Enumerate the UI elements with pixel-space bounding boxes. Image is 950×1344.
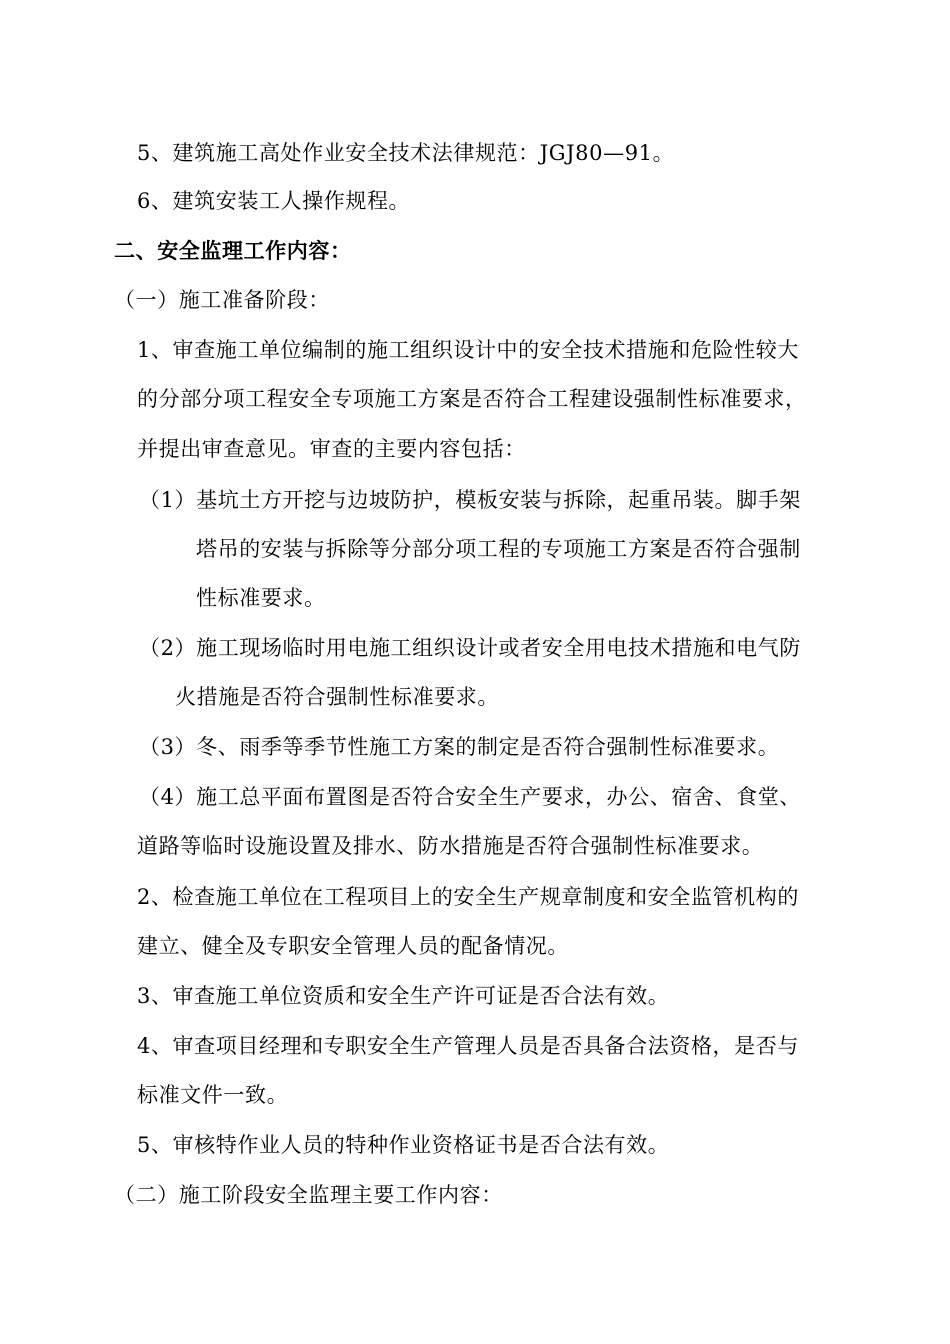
paragraph-line: 2、检查施工单位在工程项目上的安全生产规章制度和安全监管机构的 bbox=[137, 885, 799, 909]
reference-item-5: 5、建筑施工高处作业安全技术法律规范：JGJ80—91。 bbox=[137, 141, 675, 165]
paragraph-line: （2）施工现场临时用电施工组织设计或者安全用电技术措施和电气防 bbox=[139, 636, 801, 660]
paragraph-line: 建立、健全及专职安全管理人员的配备情况。 bbox=[137, 934, 569, 958]
paragraph-line: 道路等临时设施设置及排水、防水措施是否符合强制性标准要求。 bbox=[137, 834, 764, 858]
paragraph-line: 的分部分项工程安全专项施工方案是否符合工程建设强制性标准要求， bbox=[137, 387, 807, 411]
paragraph-line: 3、审查施工单位资质和安全生产许可证是否合法有效。 bbox=[137, 984, 670, 1008]
paragraph-line: 塔吊的安装与拆除等分部分项工程的专项施工方案是否符合强制 bbox=[196, 537, 801, 561]
paragraph-line: 性标准要求。 bbox=[196, 586, 326, 610]
paragraph-line: 火措施是否符合强制性标准要求。 bbox=[175, 685, 499, 709]
paragraph-line: （1）基坑土方开挖与边坡防护，模板安装与拆除，起重吊装。脚手架 bbox=[139, 488, 801, 512]
paragraph-line: 1、审查施工单位编制的施工组织设计中的安全技术措施和危险性较大 bbox=[137, 338, 799, 362]
subsection-heading-2: （二）施工阶段安全监理主要工作内容： bbox=[114, 1183, 503, 1207]
paragraph-line: 标准文件一致。 bbox=[137, 1083, 289, 1107]
paragraph-line: （4）施工总平面布置图是否符合安全生产要求，办公、宿舍、食堂、 bbox=[139, 785, 801, 809]
reference-item-6: 6、建筑安装工人操作规程。 bbox=[137, 189, 411, 213]
paragraph-line: 4、审查项目经理和专职安全生产管理人员是否具备合法资格，是否与 bbox=[137, 1034, 799, 1058]
section-heading: 二、安全监理工作内容： bbox=[114, 239, 352, 263]
subsection-heading-1: （一）施工准备阶段： bbox=[114, 288, 330, 312]
paragraph-line: 并提出审查意见。审查的主要内容包括： bbox=[137, 437, 526, 461]
paragraph-line: （3）冬、雨季等季节性施工方案的制定是否符合强制性标准要求。 bbox=[139, 735, 780, 759]
paragraph-line: 5、审核特作业人员的特种作业资格证书是否合法有效。 bbox=[137, 1133, 670, 1157]
